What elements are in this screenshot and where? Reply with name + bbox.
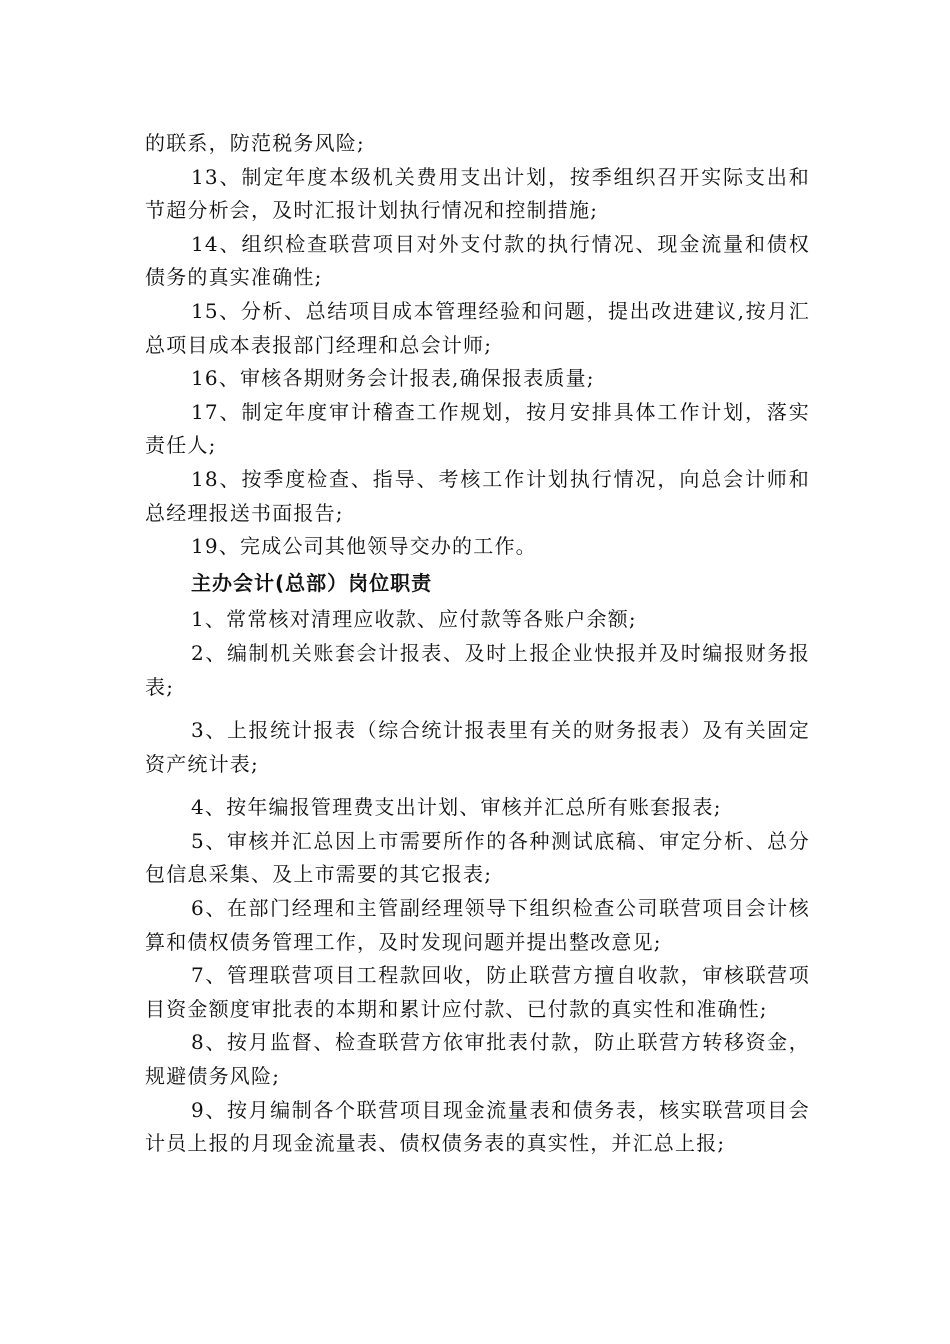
- paragraph-duty-1: 1、常常核对清理应收款、应付款等各账户余额;: [191, 607, 637, 632]
- paragraph-item-19: 19、完成公司其他领导交办的工作。: [191, 534, 537, 559]
- paragraph-item-13: 13、制定年度本级机关费用支出计划，按季组织召开实际支出和节超分析会，及时汇报计划执行情况和控制措施;: [145, 164, 810, 223]
- paragraph-duty-2: 2、编制机关账套会计报表、及时上报企业快报并及时编报财务报表;: [145, 640, 810, 699]
- paragraph-duty-4: 4、按年编报管理费支出计划、审核并汇总所有账套报表;: [191, 795, 722, 820]
- paragraph-duty-9: 9、按月编制各个联营项目现金流量表和债务表，核实联营项目会计员上报的月现金流量表、债权债务表的真实性，并汇总上报;: [145, 1097, 810, 1156]
- paragraph-duty-6: 6、在部门经理和主管副经理领导下组织检查公司联营项目会计核算和债权债务管理工作，及时发现问题并提出整改意见;: [145, 896, 810, 954]
- paragraph-item-14: 14、组织检查联营项目对外支付款的执行情况、现金流量和债权债务的真实准确性;: [145, 231, 810, 290]
- paragraph-duty-7: 7、管理联营项目工程款回收，防止联营方擅自收款，审核联营项目资金额度审批表的本期和累计应付款、已付款的真实性和准确性;: [145, 963, 810, 1021]
- paragraph-continuation: 的联系，防范税务风险;: [145, 131, 365, 155]
- paragraph-item-16: 16、审核各期财务会计报表,确保报表质量;: [191, 366, 595, 391]
- paragraph-item-17: 17、制定年度审计稽查工作规划，按月安排具体工作计划，落实责任人;: [145, 399, 810, 458]
- section-heading: 主办会计(总部）岗位职责: [191, 570, 433, 595]
- paragraph-duty-5: 5、审核并汇总因上市需要所作的各种测试底稿、审定分析、总分包信息采集、及上市需要的其它报表;: [145, 828, 810, 887]
- paragraph-duty-8: 8、按月监督、检查联营方依审批表付款，防止联营方转移资金，规避债务风险;: [145, 1030, 810, 1089]
- paragraph-item-15: 15、分析、总结项目成本管理经验和问题，提出改进建议,按月汇总项目成本表报部门经理和总会计师;: [145, 298, 810, 357]
- document-body: [145, 127, 810, 1161]
- paragraph-duty-3: 3、上报统计报表（综合统计报表里有关的财务报表）及有关固定资产统计表;: [145, 718, 810, 776]
- paragraph-item-18: 18、按季度检查、指导、考核工作计划执行情况，向总会计师和总经理报送书面报告;: [145, 466, 810, 525]
